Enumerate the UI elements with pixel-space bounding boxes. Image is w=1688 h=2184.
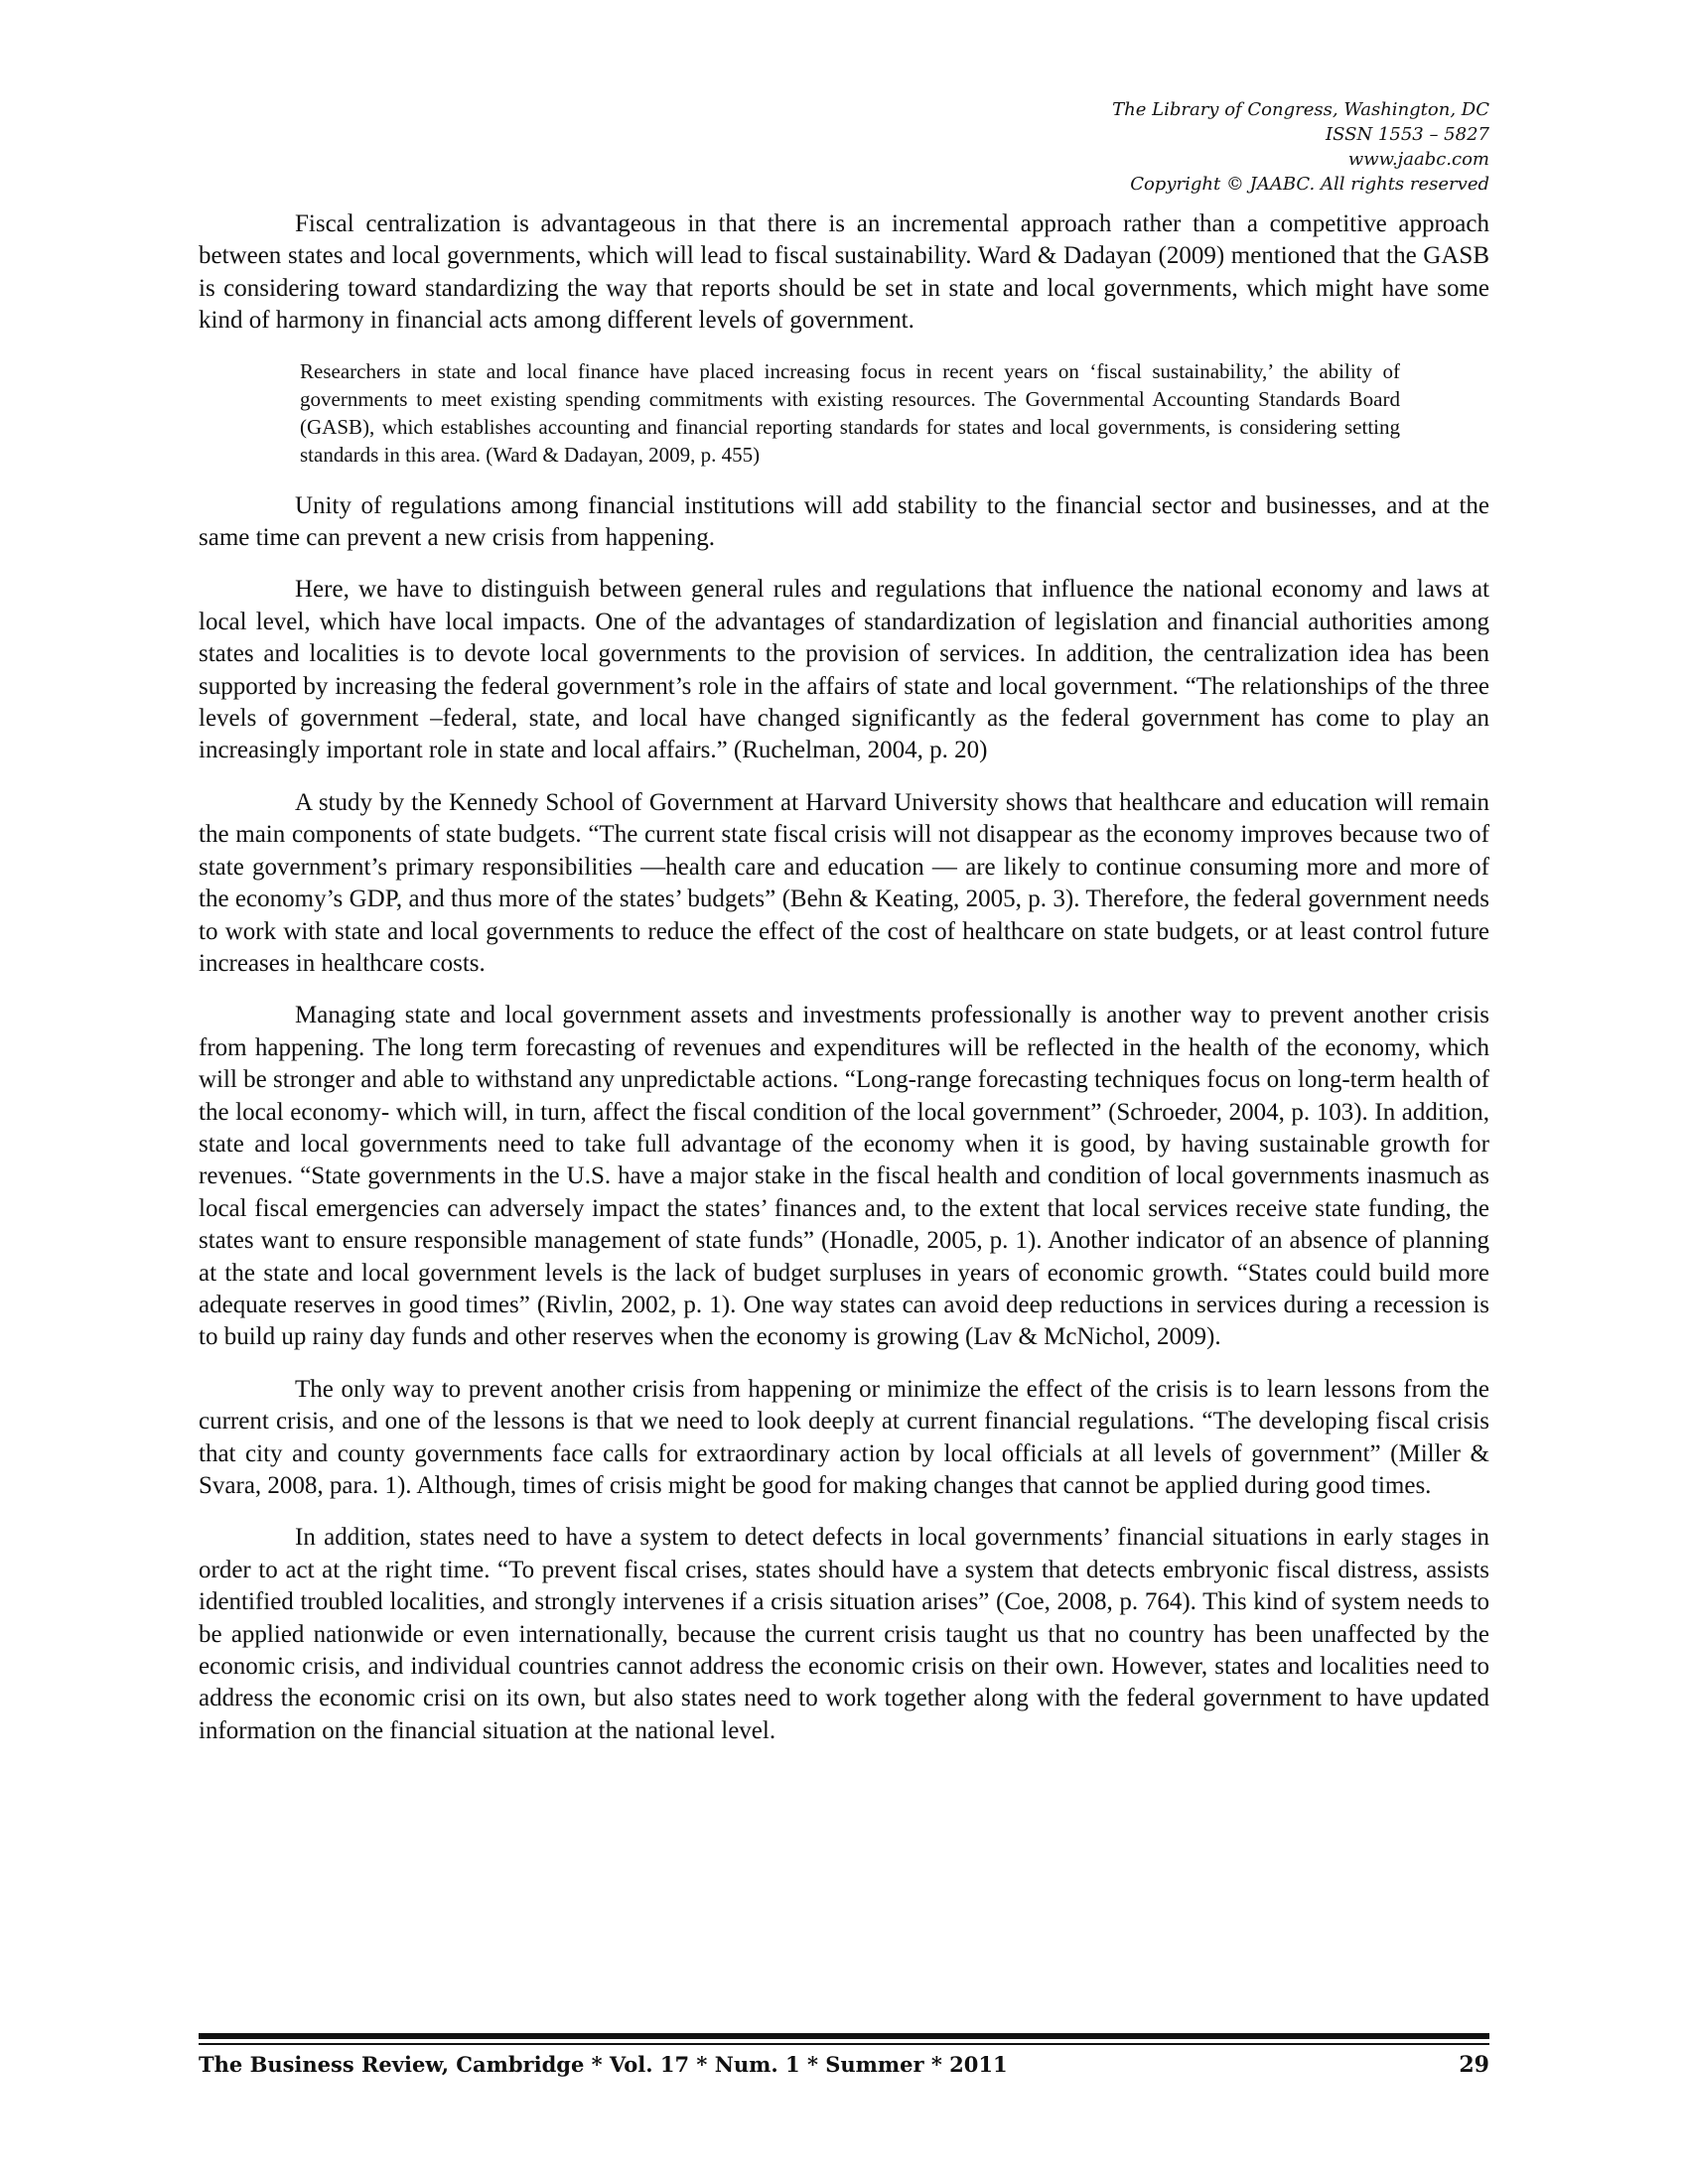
block-quote-ward-dadayan: Researchers in state and local finance have placed increasing focus in recent years on ‘fiscal sustainability,’ the ability of governments to meet existing spending commitments with existing resources. The Governmental Accounting Standards Board (GASB), which establishes accounting and financial reporting standards for states and local governments, is considering setting standards in this area. (Ward & Dadayan, 2009, p. 455): [300, 358, 1400, 467]
footer-divider-thick: [199, 2033, 1489, 2039]
page-footer: [199, 2052, 1489, 2084]
article-body: [199, 208, 1489, 1767]
paragraph-learn-lessons: The only way to prevent another crisis from happening or minimize the effect of the crisis is to learn lessons from the current crisis, and one of the lessons is that we need to look deeply at current financial regulations. “The developing fiscal crisis that city and county governments face calls for extraordinary action by local officials at all levels of government” (Miller & Svara, 2008, para. 1). Although, times of crisis might be good for making changes that cannot be applied during good times.: [199, 1375, 1489, 1499]
paragraph-unity-of-regulations: Unity of regulations among financial institutions will add stability to the financial sector and businesses, and at the same time can prevent a new crisis from happening.: [199, 491, 1489, 552]
publication-masthead: [794, 97, 1489, 197]
paragraph-general-rules: Here, we have to distinguish between general rules and regulations that influence the national economy and laws at local level, which have local impacts. One of the advantages of standardization of legislation and financial authorities among states and localities is to devote local governments to the provision of services. In addition, the centralization idea has been supported by increasing the federal government’s role in the affairs of state and local government. “The relationships of the three levels of government –federal, state, and local have changed significantly as the federal government has come to play an increasingly important role in state and local affairs.” (Ruchelman, 2004, p. 20): [199, 576, 1489, 764]
footer-divider-thin: [199, 2043, 1489, 2045]
paragraph-managing-assets: Managing state and local government assets and investments professionally is another way to prevent another crisis from happening. The long term forecasting of revenues and expenditures will be reflected in the health of the economy, which will be stronger and able to withstand any unpredictable actions. “Long-range forecasting techniques focus on long-term health of the local economy- which will, in turn, affect the fiscal condition of the local government” (Schroeder, 2004, p. 103). In addition, state and local governments need to take full advantage of the economy when it is good, by having sustainable growth for revenues. “State governments in the U.S. have a major stake in the fiscal health and condition of local governments inasmuch as local fiscal emergencies can adversely impact the states’ finances and, to the extent that local services receive state funding, the states want to ensure responsible management of state funds” (Honadle, 2005, p. 1). Another indicator of an absence of planning at the state and local government levels is the lack of budget surpluses in years of economic growth. “States could build more adequate reserves in good times” (Rivlin, 2002, p. 1). One way states can avoid deep reductions in services during a recession is to build up rainy day funds and other reserves when the economy is growing (Lav & McNichol, 2009).: [199, 1002, 1489, 1351]
masthead-publisher-line: The Library of Congress, Washington, DC: [1112, 99, 1489, 120]
paragraph-detect-defects: In addition, states need to have a system to detect defects in local governments’ financial situations in early stages in order to act at the right time. “To prevent fiscal crises, states should have a system that detects embryonic fiscal distress, assists identified troubled localities, and strongly intervenes if a crisis situation arises” (Coe, 2008, p. 764). This kind of system needs to be applied nationwide or even internationally, because the current crisis taught us that no country has been unaffected by the economic crisis, and individual countries cannot address the economic crisis on their own. However, states and localities need to address the economic crisi on its own, but also states need to work together along with the federal government to have updated information on the financial situation at the national level.: [199, 1524, 1489, 1744]
masthead-copyright-line: Copyright © JAABC. All rights reserved: [1130, 174, 1489, 195]
footer-journal-citation: The Business Review, Cambridge * Vol. 17 * Num. 1 * Summer * 2011: [199, 2052, 1008, 2077]
masthead-website-line: www.jaabc.com: [1347, 149, 1489, 170]
masthead-issn-line: ISSN 1553 – 5827: [1326, 124, 1489, 145]
paragraph-kennedy-school-study: A study by the Kennedy School of Government at Harvard University shows that healthcare and education will remain the main components of state budgets. “The current state fiscal crisis will not disappear as the economy improves because two of state government’s primary responsibilities —health care and education — are likely to continue consuming more and more of the economy’s GDP, and thus more of the states’ budgets” (Behn & Keating, 2005, p. 3). Therefore, the federal government needs to work with state and local governments to reduce the effect of the cost of healthcare on state budgets, or at least control future increases in healthcare costs.: [199, 788, 1489, 977]
paragraph-fiscal-centralization: Fiscal centralization is advantageous in that there is an incremental approach rather than a competitive approach between states and local governments, which will lead to fiscal sustainability. Ward & Dadayan (2009) mentioned that the GASB is considering toward standardizing the way that reports should be set in state and local governments, which might have some kind of harmony in financial acts among different levels of government.: [199, 210, 1489, 335]
page-number: 29: [1459, 2052, 1489, 2078]
